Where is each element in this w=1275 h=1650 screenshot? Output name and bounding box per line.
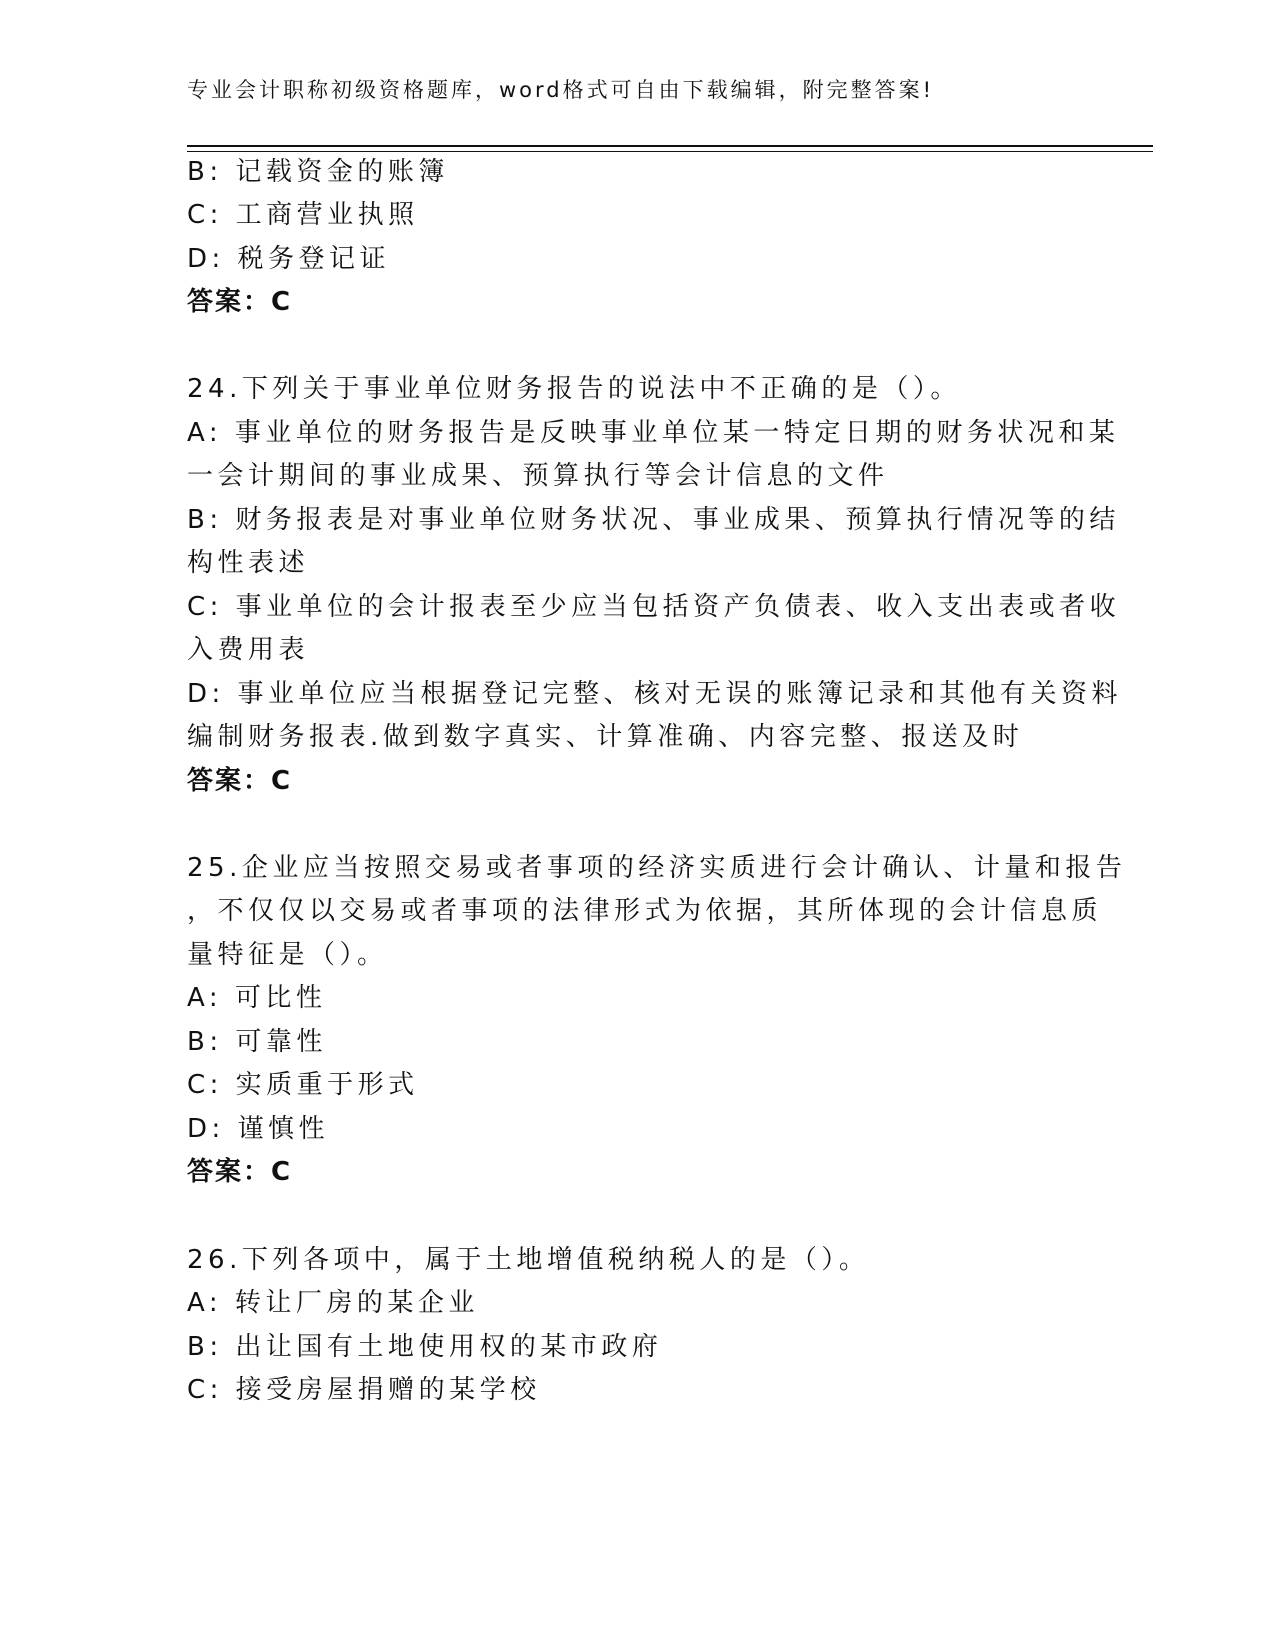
question-line: 24.下列关于事业单位财务报告的说法中不正确的是（）。 <box>187 374 961 404</box>
header-rule-thin <box>187 151 1153 152</box>
option-line: B: 可靠性 <box>187 1027 327 1057</box>
option-line: C: 接受房屋捐赠的某学校 <box>187 1375 541 1405</box>
option-line: A: 事业单位的财务报告是反映事业单位某一特定日期的财务状况和某 <box>187 418 1120 448</box>
option-line: D: 税务登记证 <box>187 244 391 274</box>
answer-line: 答案：C <box>187 766 293 796</box>
header-rule-thick <box>187 145 1153 147</box>
question-line: 量特征是（）。 <box>187 940 388 970</box>
option-line: 一会计期间的事业成果、预算执行等会计信息的文件 <box>187 461 889 491</box>
option-line: 编制财务报表.做到数字真实、计算准确、内容完整、报送及时 <box>187 722 1024 752</box>
question-line: 25.企业应当按照交易或者事项的经济实质进行会计确认、计量和报告 <box>187 853 1127 883</box>
option-line: A: 转让厂房的某企业 <box>187 1288 479 1318</box>
option-line: 构性表述 <box>187 548 310 578</box>
answer-line: 答案：C <box>187 287 293 317</box>
option-line: C: 工商营业执照 <box>187 200 419 230</box>
option-line: 入费用表 <box>187 635 310 665</box>
option-line: C: 实质重于形式 <box>187 1070 419 1100</box>
question-line: ，不仅仅以交易或者事项的法律形式为依据，其所体现的会计信息质 <box>187 896 1103 926</box>
document-header: 专业会计职称初级资格题库，word格式可自由下载编辑，附完整答案! <box>187 78 935 102</box>
question-line: 26.下列各项中，属于土地增值税纳税人的是（）。 <box>187 1245 870 1275</box>
option-line: C: 事业单位的会计报表至少应当包括资产负债表、收入支出表或者收 <box>187 592 1121 622</box>
option-line: B: 记载资金的账簿 <box>187 157 449 187</box>
option-line: B: 出让国有土地使用权的某市政府 <box>187 1332 663 1362</box>
option-line: B: 财务报表是对事业单位财务状况、事业成果、预算执行情况等的结 <box>187 505 1120 535</box>
option-line: A: 可比性 <box>187 983 327 1013</box>
option-line: D: 谨慎性 <box>187 1114 330 1144</box>
answer-line: 答案：C <box>187 1157 293 1187</box>
option-line: D: 事业单位应当根据登记完整、核对无误的账簿记录和其他有关资料 <box>187 679 1123 709</box>
